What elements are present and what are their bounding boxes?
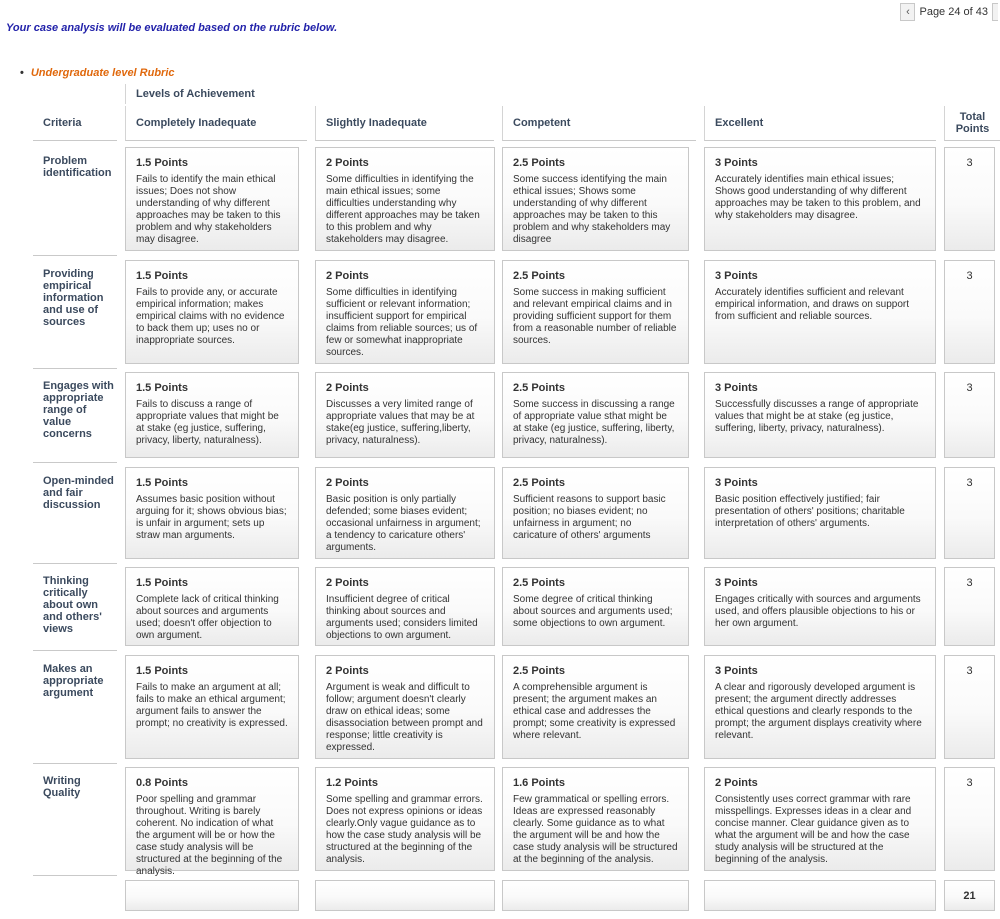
- cell-points: 2 Points: [326, 382, 369, 394]
- cell-description: Poor spelling and grammar throughout. Writing is barely coherent. No indication of what the argument will be or how the case study analysis will be structured at the beginning of the analysis.: [136, 794, 283, 877]
- cell-points: 3 Points: [715, 270, 758, 282]
- cell-points: 2 Points: [326, 477, 369, 489]
- next-page-button[interactable]: [992, 3, 998, 21]
- cell-description: Successfully discusses a range of appropriate values that might be at stake (eg justice, suffering, liberty, privacy, naturalness).: [715, 399, 919, 434]
- rubric-cell-completely-inadequate: [125, 372, 299, 458]
- cell-points: 2 Points: [326, 577, 369, 589]
- summary-empty-cell: [502, 880, 689, 911]
- row-total-points: 3: [944, 260, 995, 364]
- level-header-slightly-inadequate: Slightly Inadequate: [315, 106, 494, 141]
- row-total-points: 3: [944, 567, 995, 646]
- cell-description: Complete lack of critical thinking about sources and arguments used; doesn't offer objection to own argument.: [136, 594, 279, 641]
- pager: [900, 3, 998, 21]
- summary-empty-cell: [704, 880, 936, 911]
- criterion-label: Open-minded and fair discussion: [43, 475, 114, 511]
- rubric-cell-slightly-inadequate: [315, 260, 495, 364]
- rubric-cell-slightly-inadequate: [315, 147, 495, 251]
- rubric-cell-excellent: [704, 655, 936, 759]
- cell-points: 2.5 Points: [513, 157, 565, 169]
- cell-points: 1.6 Points: [513, 777, 565, 789]
- rubric-cell-completely-inadequate: [125, 260, 299, 364]
- cell-points: 2 Points: [326, 157, 369, 169]
- cell-points: 1.5 Points: [136, 665, 188, 677]
- cell-points: 2.5 Points: [513, 477, 565, 489]
- criteria-header: Criteria: [33, 106, 117, 141]
- criterion-label: Providing empirical information and use of sources: [43, 268, 104, 328]
- row-divider: [33, 650, 117, 651]
- page-indicator: Page 24 of 43: [919, 6, 988, 18]
- rubric-cell-slightly-inadequate: [315, 467, 495, 559]
- cell-points: 2.5 Points: [513, 665, 565, 677]
- cell-description: Basic position is only partially defended; some biases evident; occasional unfairness in argument; a tendency to caricature others' arguments.: [326, 494, 481, 553]
- cell-description: Insufficient degree of critical thinking about sources and arguments used; considers limited objections to own argument.: [326, 594, 478, 641]
- rubric-cell-slightly-inadequate: [315, 567, 495, 646]
- bullet-icon: •: [20, 67, 24, 79]
- rubric-cell-excellent: [704, 372, 936, 458]
- total-points-header: Total Points: [944, 106, 1000, 141]
- cell-description: Accurately identifies sufficient and relevant empirical information, and draws on support from sufficient and reliable sources.: [715, 287, 909, 322]
- cell-description: Some success in discussing a range of appropriate value sthat might be at stake (eg justice, suffering, liberty, privacy, naturalness).: [513, 399, 675, 446]
- cell-points: 3 Points: [715, 157, 758, 169]
- rubric-cell-excellent: [704, 260, 936, 364]
- cell-description: Sufficient reasons to support basic position; no biases evident; no unfairness in argument; no caricature of others' arguments: [513, 494, 666, 541]
- rubric-cell-competent: [502, 147, 689, 251]
- cell-points: 1.5 Points: [136, 157, 188, 169]
- cell-description: Some difficulties in identifying sufficient or relevant information; insufficient support for empirical claims from reliable sources; us of few or somewhat inappropriate sources.: [326, 287, 478, 358]
- cell-description: Argument is weak and difficult to follow; argument doesn't clearly draw on ethical ideas; some disassociation between prompt and response; little creativity is expressed.: [326, 682, 483, 753]
- row-divider: [33, 875, 117, 876]
- cell-points: 2.5 Points: [513, 270, 565, 282]
- previous-page-button[interactable]: ‹: [900, 3, 915, 21]
- row-divider: [33, 462, 117, 463]
- row-divider: [33, 563, 117, 564]
- cell-description: Assumes basic position without arguing for it; shows obvious bias; is unfair in argument; sets up straw man arguments.: [136, 494, 287, 541]
- criterion-label: Writing Quality: [43, 775, 81, 799]
- cell-points: 3 Points: [715, 577, 758, 589]
- rubric-cell-excellent: [704, 147, 936, 251]
- rubric-cell-completely-inadequate: [125, 467, 299, 559]
- rubric-cell-excellent: [704, 467, 936, 559]
- row-divider: [33, 368, 117, 369]
- level-header-excellent: Excellent: [704, 106, 936, 141]
- cell-description: Some degree of critical thinking about sources and arguments used; some objections to own argument.: [513, 594, 673, 629]
- cell-points: 1.5 Points: [136, 477, 188, 489]
- rubric-cell-completely-inadequate: [125, 767, 299, 877]
- cell-points: 2 Points: [326, 270, 369, 282]
- cell-description: Fails to discuss a range of appropriate values that might be at stake (eg justice, suffering, privacy, liberty, naturalness).: [136, 399, 279, 446]
- cell-description: A comprehensible argument is present; the argument makes an ethical case and addresses the prompt; some creativity is expressed where relevant.: [513, 682, 676, 741]
- intro-text: Your case analysis will be evaluated based on the rubric below.: [6, 22, 338, 34]
- rubric-title-item: [20, 67, 175, 79]
- rubric-cell-competent: [502, 767, 689, 871]
- criterion-label: Thinking critically about own and others' views: [43, 575, 102, 635]
- row-total-points: 3: [944, 467, 995, 559]
- rubric-title: Undergraduate level Rubric: [30, 67, 175, 79]
- level-header-completely-inadequate: Completely Inadequate: [125, 106, 307, 141]
- cell-description: Fails to make an argument at all; fails to make an ethical argument; argument fails to answer the prompt; no creativity is expressed.: [136, 682, 288, 729]
- cell-description: Basic position effectively justified; fair presentation of others' positions; charitable interpretation of others' arguments.: [715, 494, 905, 529]
- cell-description: Some success in making sufficient and relevant empirical claims and in providing sufficient support for them from a reasonable number of reliable sources.: [513, 287, 677, 346]
- cell-points: 3 Points: [715, 382, 758, 394]
- cell-points: 2 Points: [326, 665, 369, 677]
- levels-of-achievement-header: Levels of Achievement: [125, 84, 1000, 104]
- cell-description: Consistently uses correct grammar with rare misspellings. Expresses ideas in a clear and concise manner. Clear guidance given as to what the argument will be and how the case study analysis will be structured at the beginning of the analysis.: [715, 794, 912, 865]
- cell-points: 1.5 Points: [136, 270, 188, 282]
- rubric-cell-completely-inadequate: [125, 655, 299, 759]
- criterion-label: Problem identification: [43, 155, 112, 179]
- row-total-points: 3: [944, 147, 995, 251]
- rubric-cell-excellent: [704, 767, 936, 871]
- cell-points: 2.5 Points: [513, 577, 565, 589]
- cell-points: 2.5 Points: [513, 382, 565, 394]
- summary-empty-cell: [125, 880, 299, 911]
- rubric-cell-slightly-inadequate: [315, 655, 495, 759]
- rubric-cell-slightly-inadequate: [315, 767, 495, 871]
- cell-points: 1.2 Points: [326, 777, 378, 789]
- cell-points: 0.8 Points: [136, 777, 188, 789]
- criterion-label: Makes an appropriate argument: [43, 663, 104, 699]
- cell-points: 2 Points: [715, 777, 758, 789]
- rubric-cell-competent: [502, 372, 689, 458]
- cell-description: Some difficulties in identifying the main ethical issues; some difficulties understanding why different approaches may be taken to this problem and why stakeholders may disagree.: [326, 174, 480, 245]
- cell-description: Some spelling and grammar errors. Does not express opinions or ideas clearly.Only vague guidance as to how the case study analysis will be structured at the beginning of the analysis.: [326, 794, 483, 865]
- row-divider: [33, 763, 117, 764]
- rubric-cell-competent: [502, 567, 689, 646]
- cell-description: A clear and rigorously developed argument is present; the argument directly addresses ethical questions and clearly responds to the prompt; the argument displays creativity where relevant.: [715, 682, 922, 741]
- rubric-cell-competent: [502, 467, 689, 559]
- cell-description: Fails to provide any, or accurate empirical information; makes empirical claims with no evidence to back them up; uses no or inappropriate sources.: [136, 287, 285, 346]
- rubric-cell-completely-inadequate: [125, 567, 299, 646]
- cell-description: Fails to identify the main ethical issues; Does not show understanding of why different approaches may be taken to this problem and why stakeholders may disagree.: [136, 174, 281, 245]
- row-total-points: 3: [944, 655, 995, 759]
- grand-total-points: 21: [944, 880, 995, 911]
- rubric-cell-excellent: [704, 567, 936, 646]
- cell-points: 1.5 Points: [136, 577, 188, 589]
- cell-points: 3 Points: [715, 477, 758, 489]
- rubric-cell-competent: [502, 655, 689, 759]
- cell-description: Some success identifying the main ethical issues; Shows some understanding of why different approaches may be taken to this problem and why stakeholders may disagree: [513, 174, 671, 245]
- rubric-cell-slightly-inadequate: [315, 372, 495, 458]
- rubric-cell-completely-inadequate: [125, 147, 299, 251]
- summary-empty-cell: [315, 880, 495, 911]
- row-total-points: 3: [944, 767, 995, 871]
- row-total-points: 3: [944, 372, 995, 458]
- row-divider: [33, 255, 117, 256]
- level-header-competent: Competent: [502, 106, 696, 141]
- cell-description: Engages critically with sources and arguments used, and offers plausible objections to his or her own argument.: [715, 594, 921, 629]
- cell-description: Discusses a very limited range of appropriate values that may be at stake(eg justice, suffering,liberty, privacy, naturalness).: [326, 399, 475, 446]
- cell-points: 1.5 Points: [136, 382, 188, 394]
- cell-description: Few grammatical or spelling errors. Ideas are expressed reasonably clearly. Some guidance as to what the argument will be and how the case study analysis will be structured at the beginning of the analysis.: [513, 794, 678, 865]
- criterion-label: Engages with appropriate range of value concerns: [43, 380, 114, 440]
- rubric-cell-competent: [502, 260, 689, 364]
- cell-points: 3 Points: [715, 665, 758, 677]
- cell-description: Accurately identifies main ethical issues; Shows good understanding of why different approaches may be taken to this problem, and why stakeholders may disagree.: [715, 174, 921, 221]
